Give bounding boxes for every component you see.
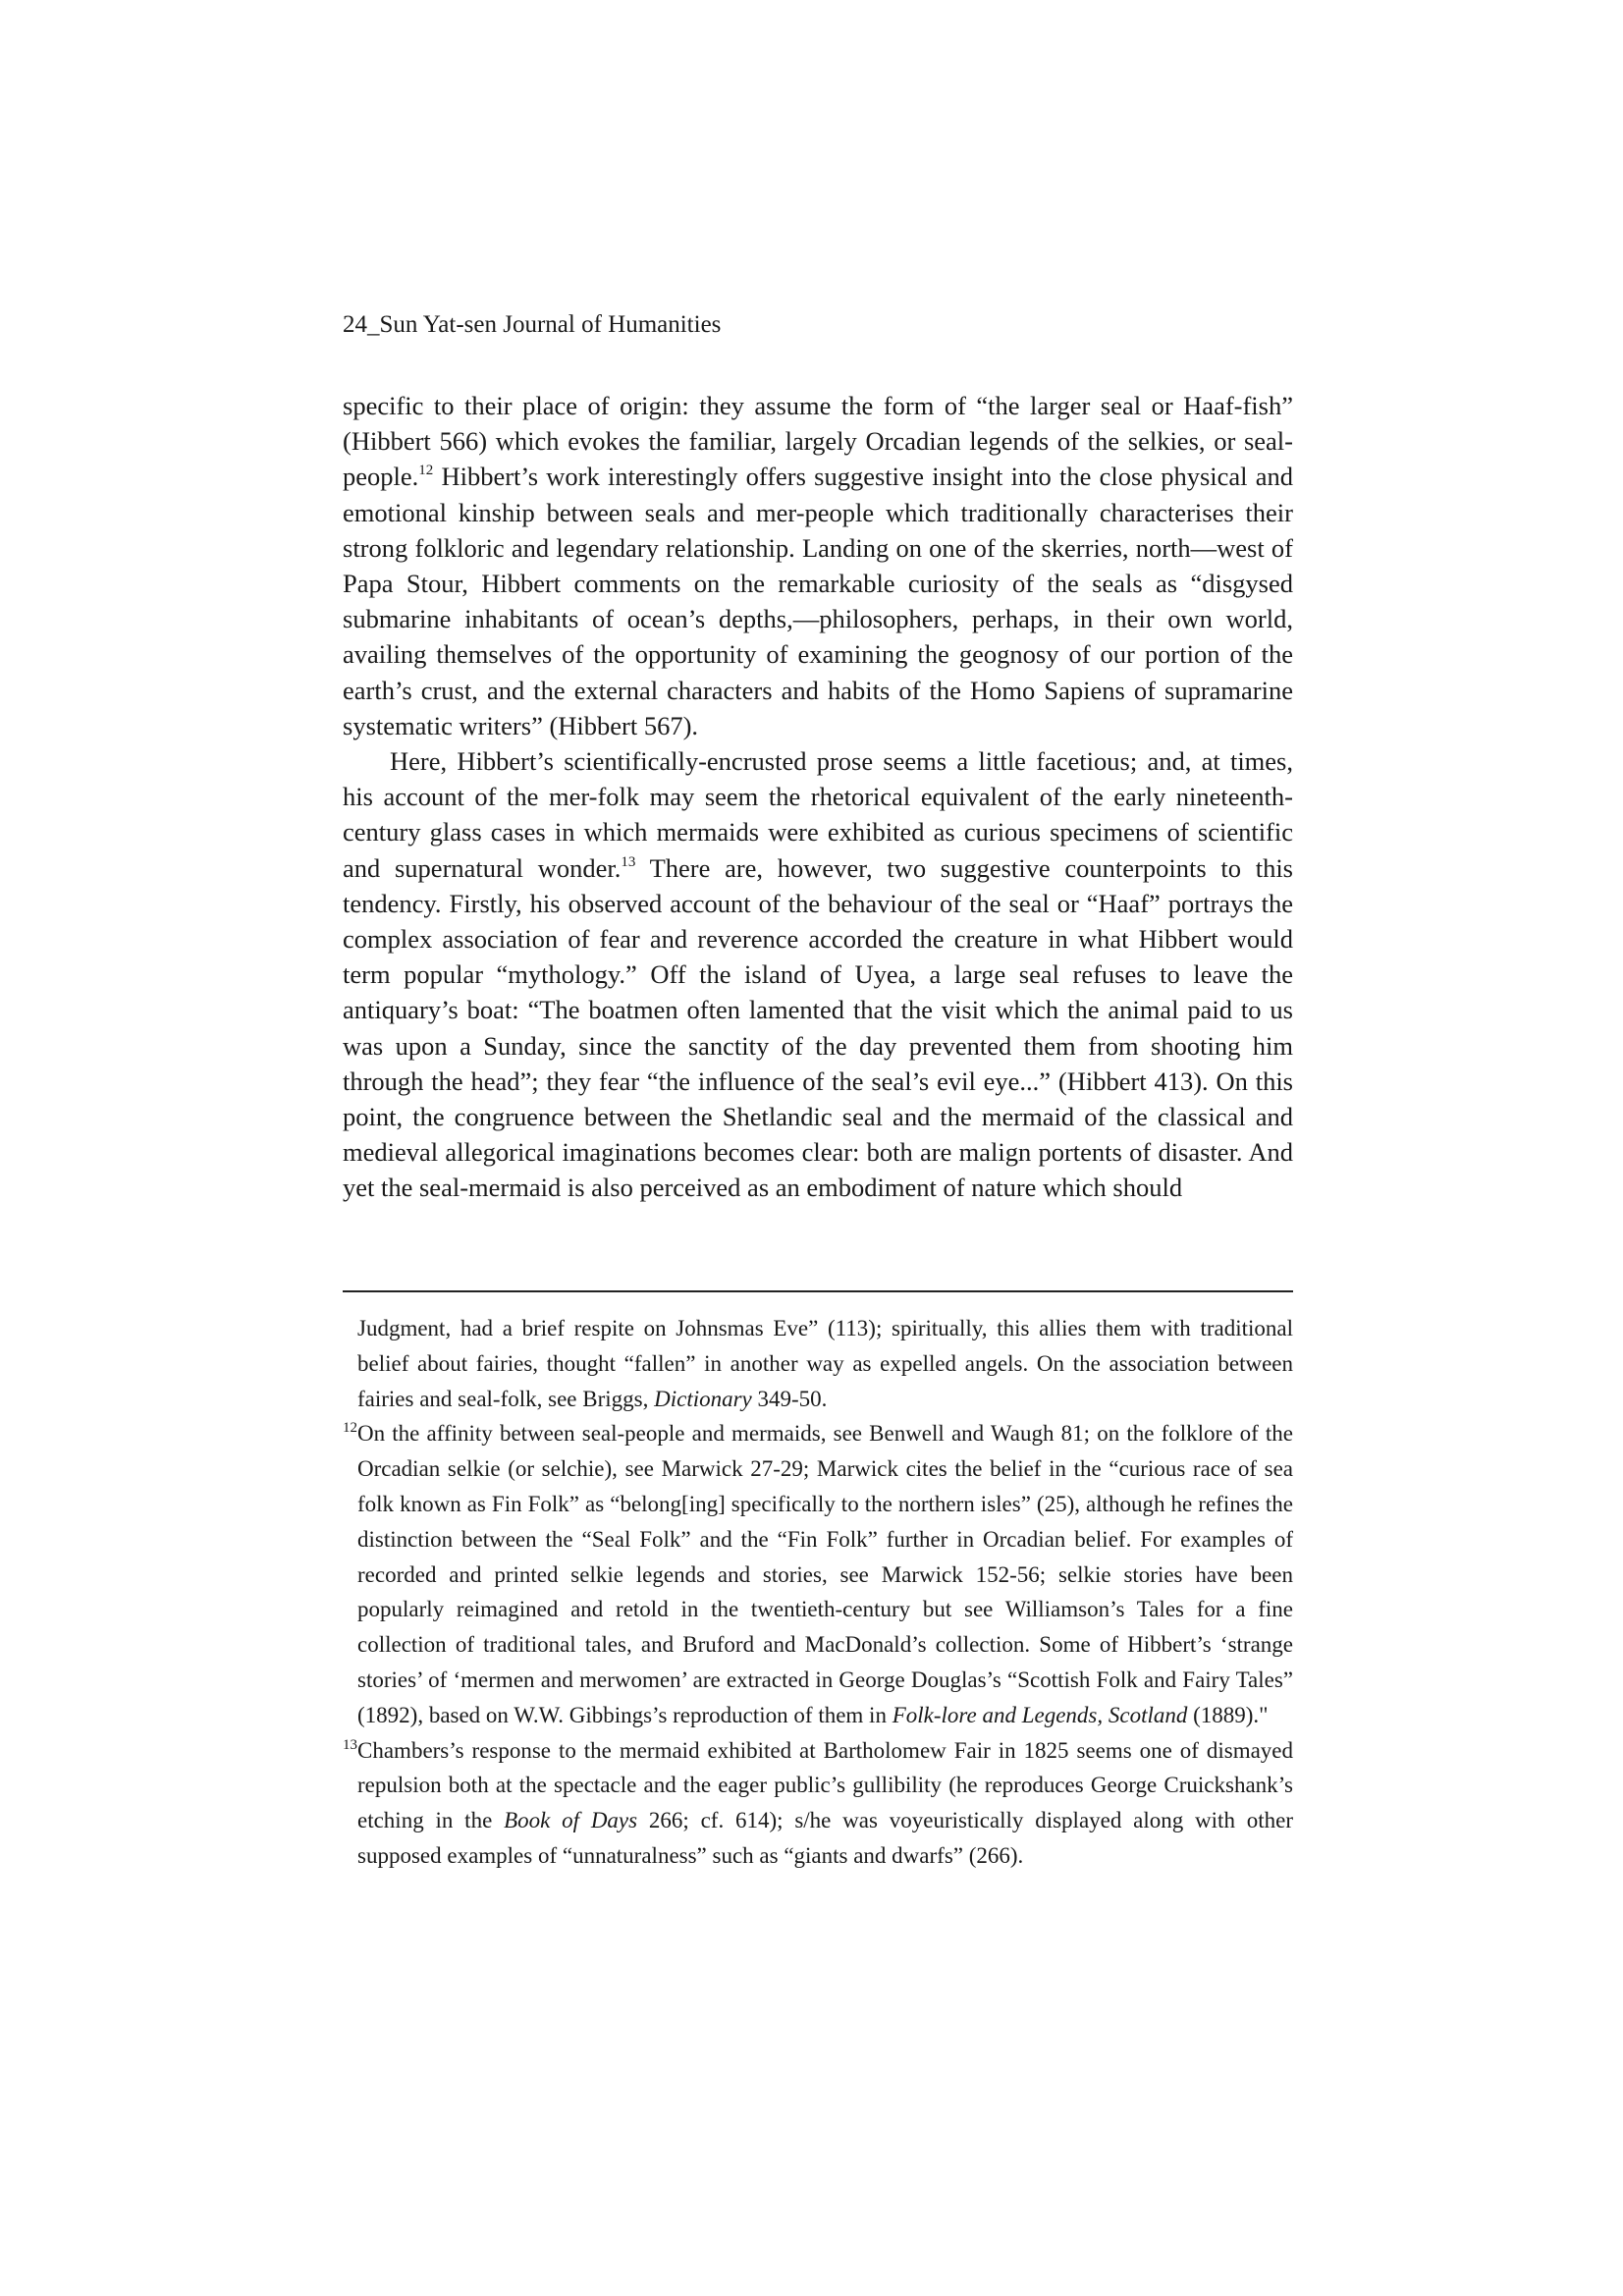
footnote-divider bbox=[343, 1290, 1293, 1292]
footnote-text: (1889)." bbox=[1187, 1702, 1269, 1727]
footnote-13 bbox=[343, 1733, 1293, 1874]
body-text-segment: Hibbert’s work interestingly offers suggestive insight into the close physical and emotional kinship between seals and mer-people which traditionally characterises their strong folkloric and legendary relationship. Landing on one of the skerries, north—west of Papa Stour, Hibbert comments on the remarkable curiosity of the seals as “disgysed submarine inhabitants of ocean’s depths,—philosophers, perhaps, in their own world, availing themselves of the opportunity of examining the geognosy of our portion of the earth’s crust, and the external characters and habits of the Homo Sapiens of supramarine systematic writers” (Hibbert 567). bbox=[343, 462, 1293, 740]
footnote-number: 12 bbox=[343, 1420, 357, 1437]
footnote-italic-title: Dictionary bbox=[654, 1386, 752, 1411]
footnote-italic-title: Folk-lore and Legends, Scotland bbox=[892, 1702, 1188, 1727]
footnotes bbox=[343, 1311, 1293, 1874]
running-head: 24_Sun Yat-sen Journal of Humanities bbox=[343, 311, 722, 338]
footnote-number: 13 bbox=[343, 1736, 357, 1753]
body-paragraph-2 bbox=[343, 743, 1293, 1206]
body-text-segment: Here, Hibbert’s scientifically-encrusted prose seems a little facetious; and, at times, his account of the mer-folk may seem the rhetorical equivalent of the early nineteenth-century glass cases in which mermaids were exhibited as curious specimens of scientific and supernatural wonder. bbox=[343, 746, 1293, 883]
footnote-text: 349-50. bbox=[751, 1386, 828, 1411]
footnote-continuation bbox=[343, 1311, 1293, 1416]
footnote-ref-12[interactable]: 12 bbox=[418, 463, 434, 479]
footnote-text: Chambers’s response to the mermaid exhibited at Bartholomew Fair in 1825 seems one of dismayed repulsion both at the spectacle and the eager public’s gullibility (he reproduces George Cruickshank’s etching in the bbox=[357, 1737, 1293, 1833]
footnote-text: On the affinity between seal-people and mermaids, see Benwell and Waugh 81; on the folklore of the Orcadian selkie (or selchie), see Marwick 27-29; Marwick cites the belief in the “curious race of sea folk known as Fin Folk” as “belong[ing] specifically to the northern isles” (25), although he refines the distinction between the “Seal Folk” and the “Fin Folk” further in Orcadian belief. For examples of recorded and printed selkie legends and stories, see Marwick 152-56; selkie stories have been popularly reimagined and retold in the twentieth-century but see Williamson’s Tales for a fine collection of traditional tales, and Bruford and MacDonald’s collection. Some of Hibbert’s ‘strange stories’ of ‘mermen and merwomen’ are extracted in George Douglas’s “Scottish Folk and Fairy Tales” (1892), based on W.W. Gibbings’s reproduction of them in bbox=[357, 1421, 1293, 1727]
footnote-text: 266; cf. 614); s/he was voyeuristically displayed along with other supposed examples of “unnaturalness” such as “giants and dwarfs” (266). bbox=[357, 1808, 1293, 1868]
body-paragraph-1 bbox=[343, 388, 1293, 743]
footnote-12 bbox=[343, 1416, 1293, 1732]
body-text-segment: specific to their place of origin: they assume the form of “the larger seal or Haaf-fish” (Hibbert 566) which evokes the familiar, largely Orcadian legends of the selkies, or seal-people. bbox=[343, 391, 1293, 492]
footnote-italic-title: Book of Days bbox=[504, 1808, 638, 1833]
footnote-ref-13[interactable]: 13 bbox=[621, 853, 636, 870]
footnote-text: Judgment, had a brief respite on Johnsmas Eve” (113); spiritually, this allies them with traditional belief about fairies, thought “fallen” in another way as expelled angels. On the association between fairies and seal-folk, see Briggs, bbox=[357, 1316, 1293, 1411]
body-text-segment: There are, however, two suggestive counterpoints to this tendency. Firstly, his observed account of the behaviour of the seal or “Haaf” portrays the complex association of fear and reverence accorded the creature in what Hibbert would term popular “mythology.” Off the island of Uyea, a large seal refuses to leave the antiquary’s boat: “The boatmen often lamented that the visit which the animal paid to us was upon a Sunday, since the sanctity of the day prevented them from shooting him through the head”; they fear “the influence of the seal’s evil eye...” (Hibbert 413). On this point, the congruence between the Shetlandic seal and the mermaid of the classical and medieval allegorical imaginations becomes clear: both are malign portents of disaster. And yet the seal-mermaid is also perceived as an embodiment of nature which should bbox=[343, 852, 1293, 1203]
body-text bbox=[343, 388, 1293, 1206]
